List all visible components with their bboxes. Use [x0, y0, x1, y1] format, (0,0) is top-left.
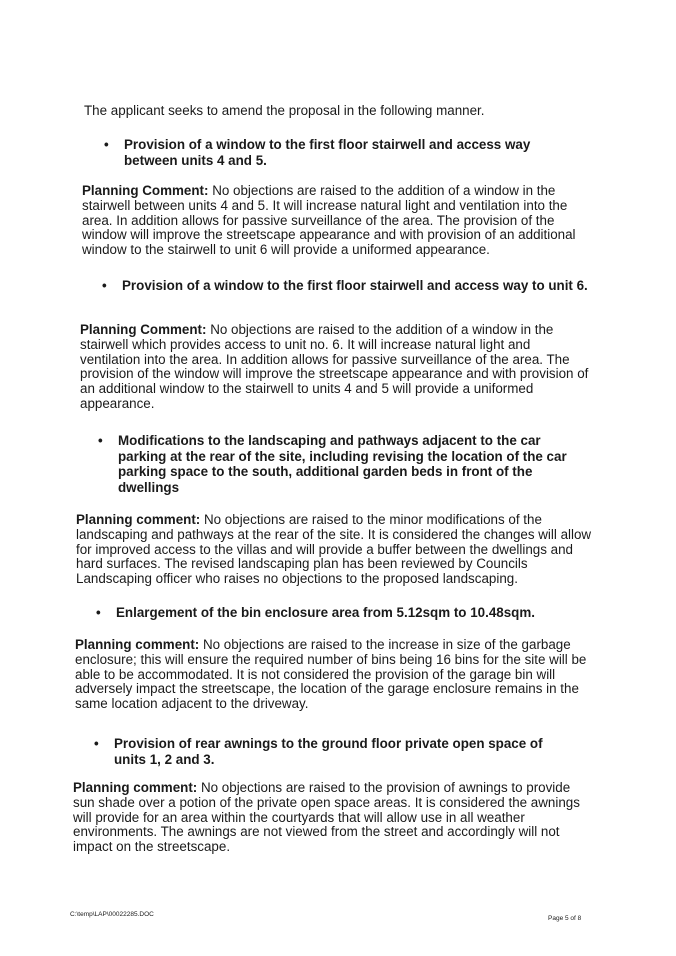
amendment-heading [104, 137, 554, 168]
amendment-heading-text: Provision of rear awnings to the ground floor private open space of units 1, 2 and 3. [114, 736, 543, 767]
amendment-heading-text: Enlargement of the bin enclosure area from 5.12sqm to 10.48sqm. [116, 605, 535, 620]
bullet-icon: • [104, 137, 109, 152]
planning-comment [76, 513, 592, 587]
bullet-icon: • [98, 433, 103, 448]
planning-comment [73, 781, 589, 855]
planning-comment-text: No objections are raised to the provision of awnings to provide sun shade over a potion of the private open space areas. It is considered the awnings will provide for an area within the courtyards that will allow use in all weather environments. The awnings are not viewed from the street and accordingly will not impact on the streetscape. [73, 780, 580, 855]
planning-comment [75, 638, 591, 712]
footer-file-path: C:\temp\LAP\00022285.DOC [70, 911, 154, 918]
amendment-heading [102, 278, 592, 294]
planning-comment-label: Planning Comment: [80, 322, 207, 337]
planning-comment-text: No objections are raised to the addition of a window in the stairwell which provides access to unit no. 6. It will increase natural light and ventilation into the area. In addition allows for passive surveillance of the area. The provision of the window will improve the streetscape appearance and with provision of an additional window to the stairwell to units 4 and 5 will provide a uniformed appearance. [80, 322, 589, 411]
amendment-heading [96, 605, 596, 621]
intro-paragraph: The applicant seeks to amend the proposal in the following manner. [84, 103, 485, 118]
planning-comment-label: Planning Comment: [82, 183, 209, 198]
planning-comment-label: Planning comment: [76, 512, 201, 527]
planning-comment-text: No objections are raised to the minor modifications of the landscaping and pathways at the rear of the site. It is considered the changes will allow for improved access to the villas and will provide a buffer between the dwellings and hard surfaces. The revised landscaping plan has been reviewed by Councils Landscaping officer who raises no objections to the proposed landscaping. [76, 512, 592, 587]
planning-comment-label: Planning comment: [75, 637, 200, 652]
planning-comment [80, 323, 592, 412]
amendment-heading-text: Provision of a window to the first floor stairwell and access way between units 4 and 5. [124, 137, 531, 168]
amendment-heading [98, 433, 586, 495]
planning-comment-text: No objections are raised to the increase in size of the garbage enclosure; this will ensure the required number of bins being 16 bins for the site will be able to be accommodated. It is not considered the provision of the garage bin will adversely impact the streetscape, the location of the garage enclosure remains in the same location adjacent to the driveway. [75, 637, 587, 712]
amendment-heading-text: Provision of a window to the first floor stairwell and access way to unit 6. [122, 278, 588, 293]
amendment-heading-text: Modifications to the landscaping and pathways adjacent to the car parking at the rear of the site, including revising the location of the car parking space to the south, additional garden beds in front of the dwellings [118, 433, 567, 495]
bullet-icon: • [102, 278, 107, 293]
bullet-icon: • [96, 605, 101, 620]
planning-comment [82, 184, 594, 258]
amendment-heading [94, 736, 564, 767]
planning-comment-text: No objections are raised to the addition of a window in the stairwell between units 4 and 5. It will increase natural light and ventilation into the area. In addition allows for passive surveillance of the area. The provision of the window will improve the streetscape appearance and with provision of an additional window to the stairwell to unit 6 will provide a uniformed appearance. [82, 183, 576, 258]
planning-comment-label: Planning comment: [73, 780, 198, 795]
bullet-icon: • [94, 736, 99, 751]
footer-page-number: Page 5 of 8 [548, 915, 582, 922]
